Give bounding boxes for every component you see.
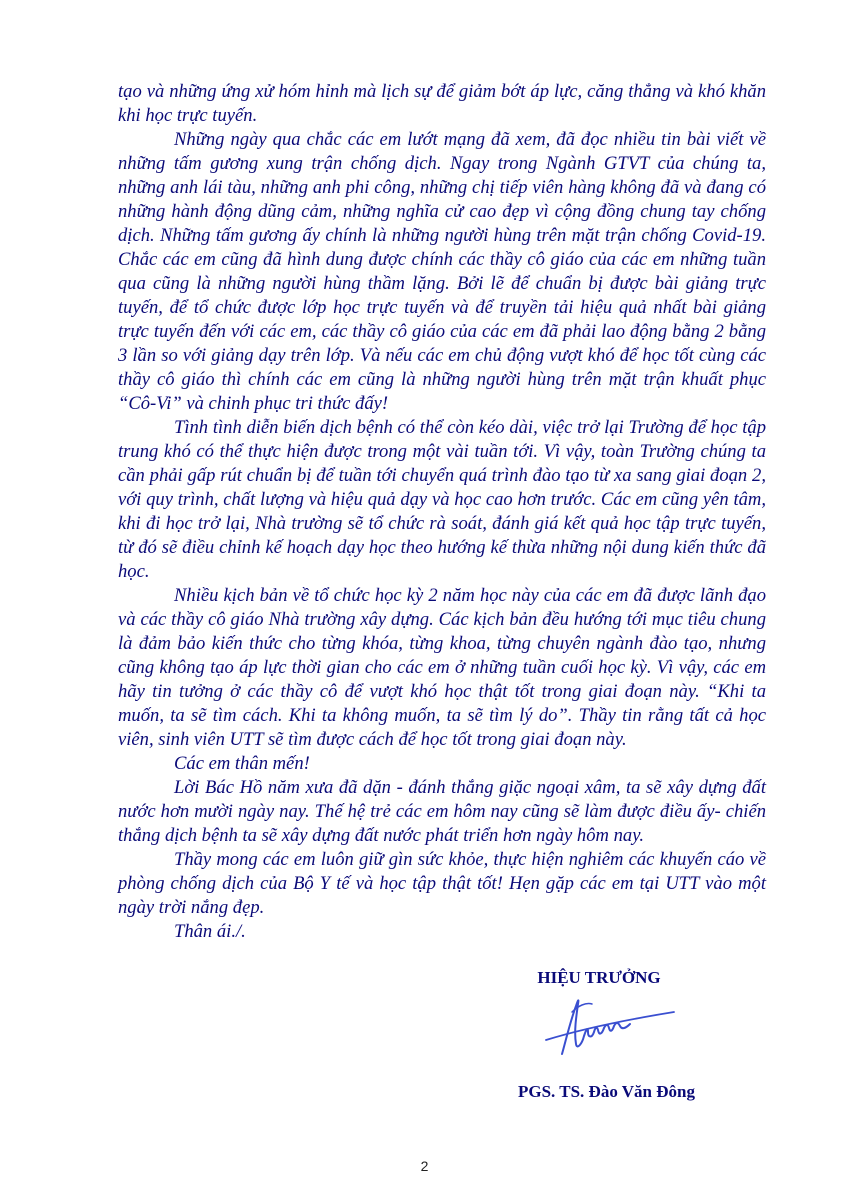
paragraph-continuation: tạo và những ứng xử hóm hỉnh mà lịch sự để giảm bớt áp lực, căng thẳng và khó khăn khi học trực tuyến.	[118, 81, 766, 126]
paragraph-situation: Tình tình diễn biến dịch bệnh có thể còn kéo dài, việc trở lại Trường để học tập trung khó có thể thực hiện được trong một vài tuần tới. Vì vậy, toàn Trường chúng ta cần phải gấp rút chuẩn bị để tuần tới chuyển quá trình đào tạo từ xa sang giai đoạn 2, với quy trình, chất lượng và hiệu quả dạy và học cao hơn trước. Các em cũng yên tâm, khi đi học trở lại, Nhà trường sẽ tổ chức rà soát, đánh giá kết quả học tập trực tuyến, từ đó sẽ điều chỉnh kế hoạch dạy học theo hướng kế thừa những nội dung kiến thức đã học.	[118, 417, 766, 582]
signature-block	[474, 968, 744, 1118]
paragraph-greeting: Các em thân mến!	[174, 753, 310, 774]
paragraph-heroes: Những ngày qua chắc các em lướt mạng đã xem, đã đọc nhiều tin bài viết về những tấm gương xung trận chống dịch. Ngay trong Ngành GTVT của chúng ta, những anh lái tàu, những anh phi công, những chị tiếp viên hàng không đã và đang có những hành động dũng cảm, những nghĩa cử cao đẹp vì cộng đồng chung tay chống dịch. Những tấm gương ấy chính là những người hùng trên mặt trận chống Covid-19. Chắc các em cũng đã hình dung được chính các thầy cô giáo của các em những tuần qua cũng là những người hùng thầm lặng. Bởi lẽ để chuẩn bị được bài giảng trực tuyến, để tổ chức được lớp học trực tuyến và để truyền tải hiệu quả nhất bài giảng trực tuyến đến với các em, các thầy cô giáo của các em đã phải lao động bằng 2 bằng 3 lần so với giảng dạy trên lớp. Và nếu các em chủ động vượt khó để học tốt cùng các thầy cô giáo thì chính các em cũng là những người hùng trên mặt trận khuất phục “Cô-Vi” và chinh phục tri thức đấy!	[118, 129, 766, 414]
paragraph-uncle-ho: Lời Bác Hồ năm xưa đã dặn - đánh thắng giặc ngoại xâm, ta sẽ xây dựng đất nước hơn mười ngày nay. Thế hệ trẻ các em hôm nay cũng sẽ làm được điều ấy- chiến thắng dịch bệnh ta sẽ xây dựng đất nước phát triển hơn ngày hôm nay.	[118, 777, 766, 846]
page-number: 2	[420, 1158, 429, 1174]
paragraph-closing: Thân ái./.	[174, 921, 246, 942]
paragraph-wishes: Thầy mong các em luôn giữ gìn sức khỏe, thực hiện nghiêm các khuyến cáo về phòng chống dịch của Bộ Y tế và học tập thật tốt! Hẹn gặp các em tại UTT vào một ngày trời nắng đẹp.	[118, 849, 766, 918]
handwritten-signature	[532, 992, 682, 1058]
paragraph-scenarios: Nhiều kịch bản về tổ chức học kỳ 2 năm học này của các em đã được lãnh đạo và các thầy cô giáo Nhà trường xây dựng. Các kịch bản đều hướng tới mục tiêu chung là đảm bảo kiến thức cho từng khóa, từng khoa, từng chuyên ngành đào tạo, nhưng cũng không tạo áp lực thời gian cho các em ở những tuần cuối học kỳ. Vì vậy, các em hãy tin tưởng ở các thầy cô để vượt khó học thật tốt trong giai đoạn này. “Khi ta muốn, ta sẽ tìm cách. Khi ta không muốn, ta sẽ tìm lý do”. Thầy tin rằng tất cả học viên, sinh viên UTT sẽ tìm được cách để học tốt trong giai đoạn này.	[118, 585, 766, 750]
signer-title: HIỆU TRƯỞNG	[537, 968, 661, 987]
letter-body	[118, 80, 766, 944]
signer-name: PGS. TS. Đào Văn Đông	[518, 1082, 695, 1101]
